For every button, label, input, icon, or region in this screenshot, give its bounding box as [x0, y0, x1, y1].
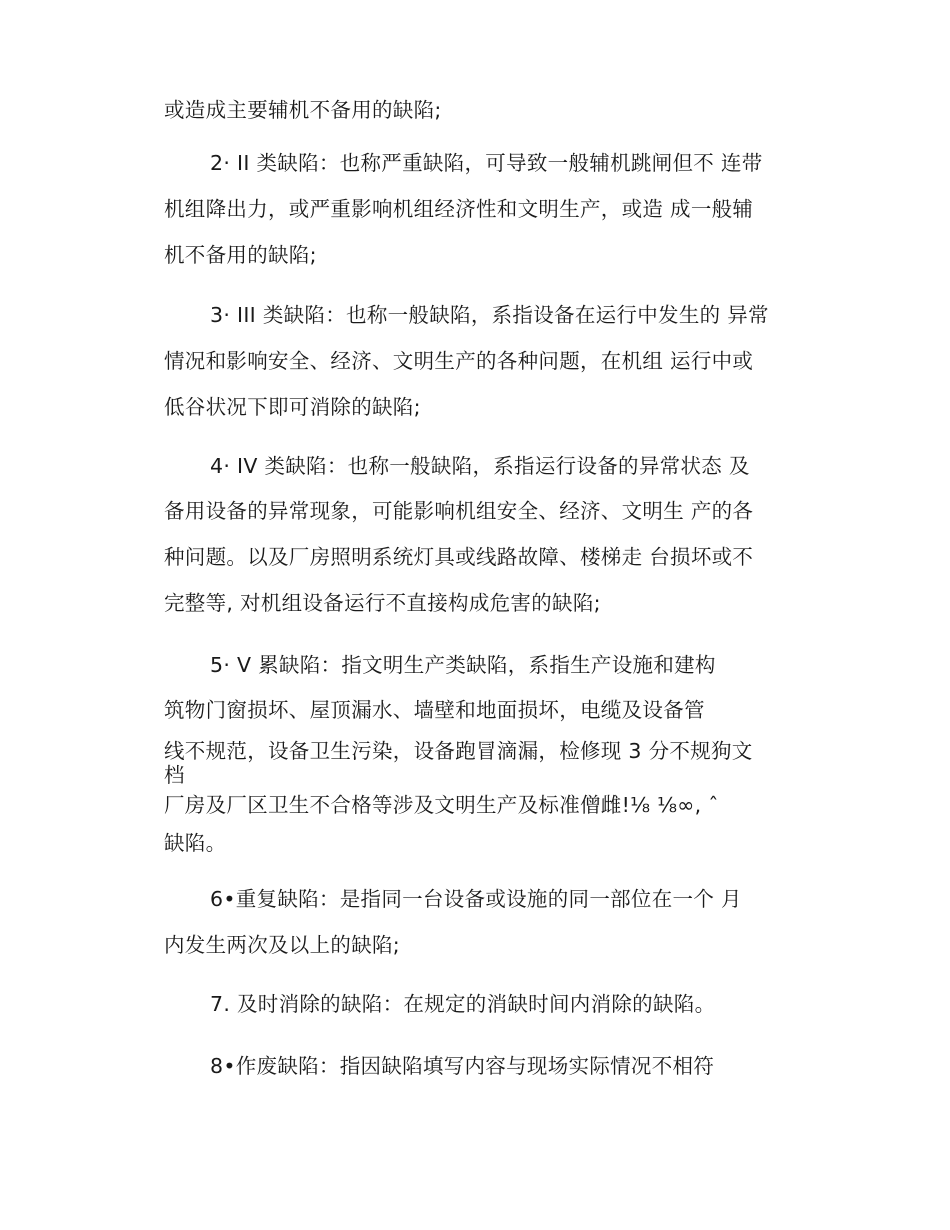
text-line: 缺陷。	[164, 831, 227, 855]
text-line: 内发生两次及以上的缺陷;	[164, 933, 401, 957]
text-line: 种问题。以及厂房照明系统灯具或线路故障、楼梯走 台损坏或不	[164, 545, 754, 569]
text-line: 厂房及厂区卫生不合格等涉及文明生产及标准僧雌!⅛ ⅛∞, ˆ	[164, 793, 719, 817]
text-line: 7. 及时消除的缺陷：在规定的消缺时间内消除的缺陷。	[210, 992, 716, 1016]
text-line: 2· II 类缺陷：也称严重缺陷，可导致一般辅机跳闸但不 连带	[210, 151, 763, 175]
text-line: 5· V 累缺陷：指文明生产类缺陷，系指生产设施和建构	[210, 653, 716, 677]
text-line: 或造成主要辅机不备用的缺陷;	[164, 98, 442, 122]
text-line: 完整等, 对机组设备运行不直接构成危害的缺陷;	[164, 591, 601, 615]
text-line: 机组降出力，或严重影响机组经济性和文明生产，或造 成一般辅	[164, 197, 754, 221]
text-line: 档	[164, 763, 185, 787]
text-line: 备用设备的异常现象，可能影响机组安全、经济、文明生 产的各	[164, 499, 754, 523]
text-line: 机不备用的缺陷;	[164, 243, 317, 267]
text-line: 6•重复缺陷：是指同一台设备或设施的同一部位在一个 月	[210, 887, 742, 911]
text-line: 8•作废缺陷：指因缺陷填写内容与现场实际情况不相符	[210, 1054, 715, 1078]
text-line: 筑物门窗损坏、屋顶漏水、墙壁和地面损坏，电缆及设备管	[164, 698, 705, 722]
text-line: 4· IV 类缺陷：也称一般缺陷，系指运行设备的异常状态 及	[210, 454, 750, 478]
text-line: 情况和影响安全、经济、文明生产的各种问题，在机组 运行中或	[164, 349, 754, 373]
text-line: 线不规范，设备卫生污染，设备跑冒滴漏，检修现 3 分不规狗文	[164, 739, 753, 763]
text-line: 低谷状况下即可消除的缺陷;	[164, 395, 421, 419]
text-line: 3· III 类缺陷：也称一般缺陷，系指设备在运行中发生的 异常	[210, 303, 769, 327]
